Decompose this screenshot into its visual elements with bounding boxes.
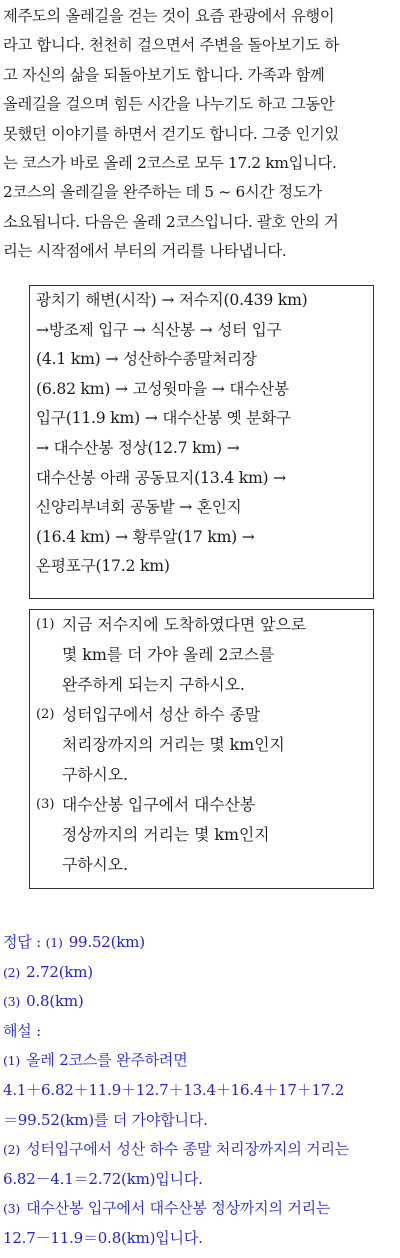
answer-section bbox=[3, 928, 397, 1254]
intro-line: 2코스의 올레길을 완주하는 데 5 ~ 6시간 정도가 bbox=[3, 183, 322, 202]
explanation-text: 성터입구에서 성산 하수 종말 처리장까지의 거리는 bbox=[26, 1140, 350, 1159]
route-line: 신양리부녀회 공동밭 → 혼인지 bbox=[36, 498, 242, 517]
question-line: 지금 저수지에 도착하였다면 앞으로 bbox=[62, 615, 306, 634]
question-number: (2) bbox=[36, 707, 55, 722]
intro-line: 올레길을 걸으며 힘든 시간을 나누기도 하고 그동안 bbox=[3, 95, 335, 114]
route-line: (4.1 km) → 성산하수종말처리장 bbox=[36, 350, 257, 369]
explanation-number: (1) bbox=[3, 1053, 21, 1069]
answer-number: (1) bbox=[45, 935, 63, 950]
answer-line-1 bbox=[3, 928, 397, 958]
explanation-line bbox=[3, 1046, 397, 1076]
answer-line-2 bbox=[3, 958, 397, 988]
question-line: 구하시오. bbox=[62, 855, 129, 874]
question-line: 대수산봉 입구에서 대수산봉 bbox=[62, 795, 256, 814]
question-number: (1) bbox=[36, 617, 55, 632]
intro-line: 고 자신의 삶을 되돌아보기도 합니다. 가족과 함께 bbox=[3, 65, 325, 84]
intro-line: 소요됩니다. 다음은 올레 2코스입니다. 괄호 안의 거 bbox=[3, 212, 339, 231]
explanation-line bbox=[3, 1135, 397, 1165]
question-2 bbox=[36, 700, 373, 790]
answer-label: 정답 : bbox=[3, 933, 42, 951]
answer-number: (3) bbox=[3, 994, 21, 1010]
question-1 bbox=[36, 610, 373, 700]
answer-value: 99.52(km) bbox=[68, 933, 145, 951]
question-line: 몇 km를 더 가야 올레 2코스를 bbox=[62, 645, 275, 664]
intro-line: 라고 합니다. 천천히 걸으면서 주변을 돌아보기도 하 bbox=[3, 36, 339, 55]
explanation-line: 12.7－11.9＝0.8(km)입니다. bbox=[3, 1228, 203, 1247]
question-line: 구하시오. bbox=[62, 765, 129, 784]
question-number: (3) bbox=[36, 797, 55, 812]
route-line: 광치기 해변(시작) → 저수지(0.439 km) bbox=[36, 291, 308, 309]
explanation-line: 4.1＋6.82＋11.9＋12.7＋13.4＋16.4＋17＋17.2 bbox=[3, 1080, 345, 1099]
question-line: 완주하게 되는지 구하시오. bbox=[62, 675, 245, 694]
route-box bbox=[29, 285, 374, 599]
explanation-text: 대수산봉 입구에서 대수산봉 정상까지의 거리는 bbox=[26, 1199, 331, 1218]
explanation-number: (3) bbox=[3, 1201, 21, 1217]
route-line: 입구(11.9 km) → 대수산봉 옛 분화구 bbox=[36, 409, 291, 428]
explanation-line bbox=[3, 1194, 397, 1224]
intro-paragraph bbox=[3, 2, 397, 267]
question-line: 정상까지의 거리는 몇 km인지 bbox=[62, 825, 270, 844]
question-line: 성터입구에서 성산 하수 종말 bbox=[62, 705, 261, 724]
intro-line: 제주도의 올레길을 걷는 것이 요즘 관광에서 유행이 bbox=[3, 7, 335, 25]
route-line: →방조제 입구 → 식산봉 → 성터 입구 bbox=[36, 320, 282, 339]
explanation-text: 올레 2코스를 완주하려면 bbox=[26, 1051, 188, 1070]
explanation-line: ＝99.52(km)를 더 가야합니다. bbox=[3, 1110, 208, 1129]
route-line: 온평포구(17.2 km) bbox=[36, 557, 170, 576]
intro-line: 못했던 이야기를 하면서 걷기도 합니다. 그중 인기있 bbox=[3, 124, 339, 143]
question-3 bbox=[36, 790, 373, 880]
route-line: (16.4 km) → 황루알(17 km) → bbox=[36, 527, 255, 546]
route-line: → 대수산봉 정상(12.7 km) → bbox=[36, 438, 240, 457]
intro-line: 리는 시작점에서 부터의 거리를 나타냅니다. bbox=[3, 242, 287, 261]
answer-value: 0.8(km) bbox=[26, 992, 84, 1011]
question-line: 처리장까지의 거리는 몇 km인지 bbox=[62, 735, 285, 754]
explanation-number: (2) bbox=[3, 1142, 21, 1158]
answer-number: (2) bbox=[3, 964, 21, 980]
explanation-line: 6.82－4.1＝2.72(km)입니다. bbox=[3, 1169, 203, 1188]
route-line: 대수산봉 아래 공동묘지(13.4 km) → bbox=[36, 468, 287, 487]
questions-box bbox=[29, 609, 374, 889]
intro-line: 는 코스가 바로 올레 2코스로 모두 17.2 km입니다. bbox=[3, 153, 337, 172]
answer-value: 2.72(km) bbox=[26, 962, 93, 981]
answer-line-3 bbox=[3, 987, 397, 1017]
route-line: (6.82 km) → 고성윗마을 → 대수산봉 bbox=[36, 379, 289, 398]
explanation-label: 해설 : bbox=[3, 1021, 42, 1040]
